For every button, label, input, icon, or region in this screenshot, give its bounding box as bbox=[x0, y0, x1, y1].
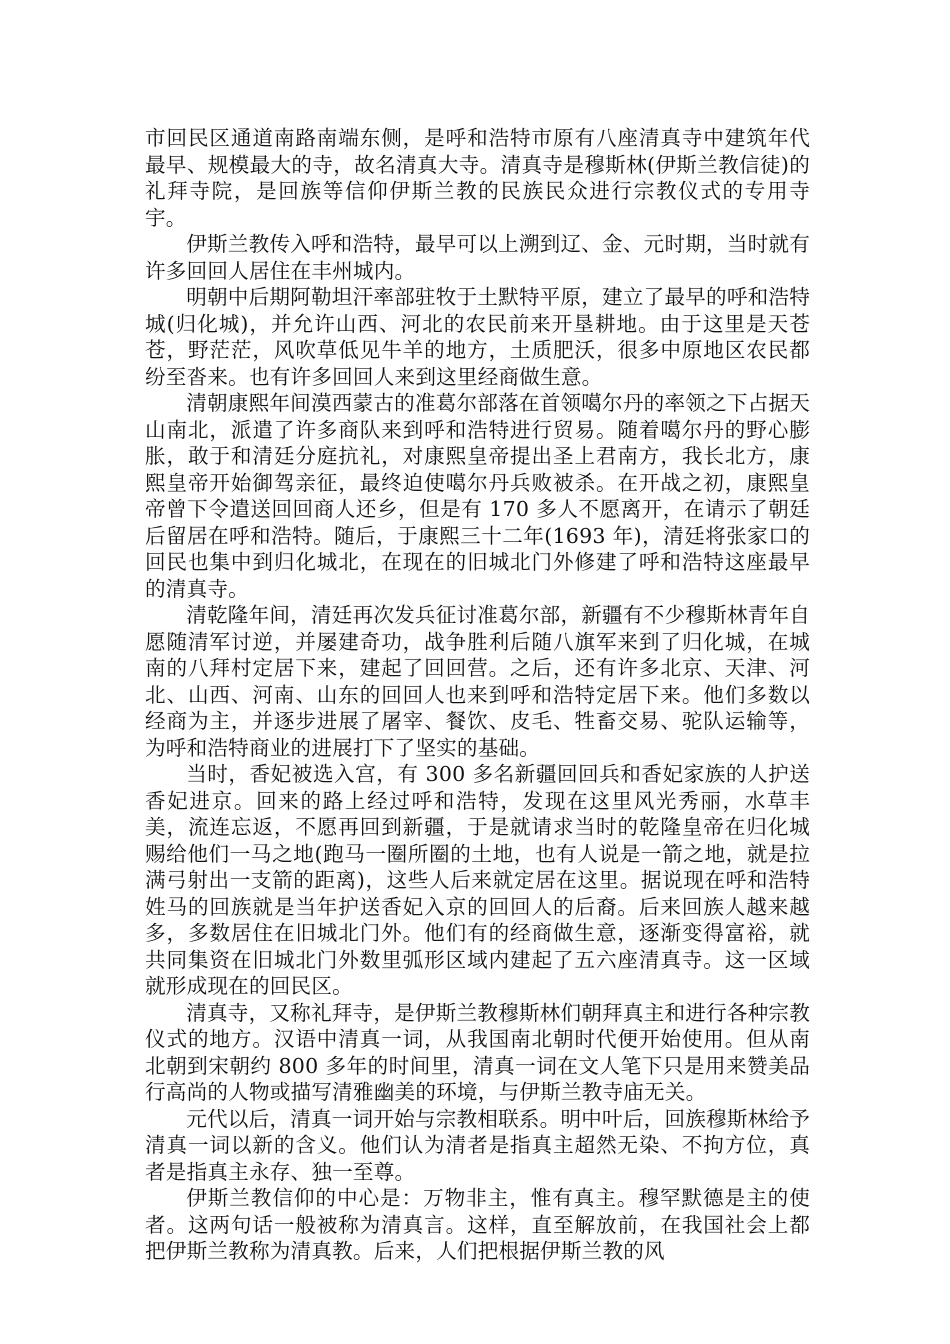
paragraph-8: 元代以后，清真一词开始与宗教相联系。明中叶后，回族穆斯林给予清真一词以新的含义。他们认为清者是指真主超然无染、不拘方位，真者是指真主永存、独一至尊。 bbox=[145, 1106, 810, 1184]
paragraph-7: 清真寺，又称礼拜寺，是伊斯兰教穆斯林们朝拜真主和进行各种宗教仪式的地方。汉语中清真一词，从我国南北朝时代便开始使用。但从南北朝到宋朝约 800 多年的时间里，清真一词在文人笔下只是用来赞美品行高尚的人物或描写清雅幽美的环境，与伊斯兰教寺庙无关。 bbox=[145, 1000, 810, 1104]
paragraph-3: 明朝中后期阿勒坦汗率部驻牧于土默特平原，建立了最早的呼和浩特城(归化城)，并允许山西、河北的农民前来开垦耕地。由于这里是天苍苍，野茫茫，风吹草低见牛羊的地方，土质肥沃，很多中原地区农民都纷至沓来。也有许多回回人来到这里经商做生意。 bbox=[145, 285, 810, 389]
paragraph-1: 市回民区通道南路南端东侧，是呼和浩特市原有八座清真寺中建筑年代最早、规模最大的寺，故名清真大寺。清真寺是穆斯林(伊斯兰教信徒)的礼拜寺院，是回族等信仰伊斯兰教的民族民众进行宗教仪式的专用寺宇。 bbox=[145, 126, 810, 230]
paragraph-2: 伊斯兰教传入呼和浩特，最早可以上溯到辽、金、元时期，当时就有许多回回人居住在丰州城内。 bbox=[145, 232, 810, 283]
paragraph-5: 清乾隆年间，清廷再次发兵征讨准葛尔部，新疆有不少穆斯林青年自愿随清军讨逆，并屡建奇功，战争胜利后随八旗军来到了归化城，在城南的八拜村定居下来，建起了回回营。之后，还有许多北京、天津、河北、山西、河南、山东的回回人也来到呼和浩特定居下来。他们多数以经商为主，并逐步进展了屠宰、餐饮、皮毛、牲畜交易、驼队运输等，为呼和浩特商业的进展打下了坚实的基础。 bbox=[145, 603, 810, 760]
document-body bbox=[145, 125, 810, 1265]
paragraph-9: 伊斯兰教信仰的中心是：万物非主，惟有真主。穆罕默德是主的使者。这两句话一般被称为清真言。这样，直至解放前，在我国社会上都把伊斯兰教称为清真教。后来，人们把根据伊斯兰教的风 bbox=[145, 1186, 810, 1263]
paragraph-6: 当时，香妃被选入宫，有 300 多名新疆回回兵和香妃家族的人护送香妃进京。回来的路上经过呼和浩特，发现在这里风光秀丽，水草丰美，流连忘返，不愿再回到新疆，于是就请求当时的乾隆皇帝在归化城赐给他们一马之地(跑马一圈所圈的土地，也有人说是一箭之地，就是拉满弓射出一支箭的距离)，这些人后来就定居在这里。据说现在呼和浩特姓马的回族就是当年护送香妃入京的回回人的后裔。后来回族人越来越多，多数居住在旧城北门外。他们有的经商做生意，逐渐变得富裕，就共同集资在旧城北门外数里弧形区域内建起了五六座清真寺。这一区域就形成现在的回民区。 bbox=[145, 762, 810, 998]
paragraph-4: 清朝康熙年间漠西蒙古的准葛尔部落在首领噶尔丹的率领之下占据天山南北，派遣了许多商队来到呼和浩特进行贸易。随着噶尔丹的野心膨胀，敢于和清廷分庭抗礼，对康熙皇帝提出圣上君南方，我长北方，康熙皇帝开始御驾亲征，最终迫使噶尔丹兵败被杀。在开战之初，康熙皇帝曾下令遣送回回商人还乡，但是有 170 多人不愿离开，在请示了朝廷后留居在呼和浩特。随后，于康熙三十二年(1693 年)，清廷将张家口的回民也集中到归化城北，在现在的旧城北门外修建了呼和浩特这座最早的清真寺。 bbox=[145, 391, 810, 601]
